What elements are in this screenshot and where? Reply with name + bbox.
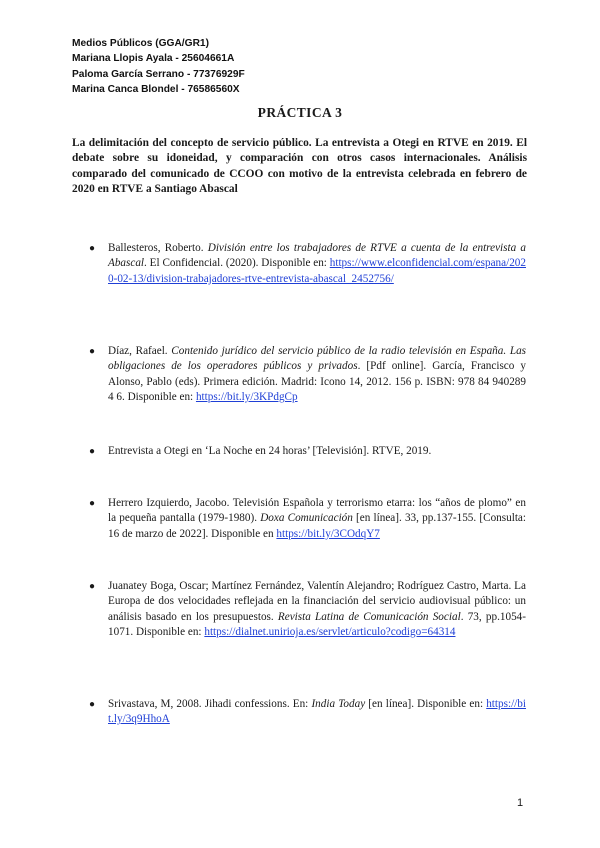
reference-work-title: División entre los trabajadores de RTVE a cuenta de la entrevista a Abascal [108,242,526,270]
author-line: Paloma García Serrano - 77376929F [72,68,245,80]
bullet-icon: ● [89,581,96,592]
reference-text: [en línea]. 33, pp.137-155. [Consulta: 16 de marzo de 2022]. Disponible en [108,512,526,540]
reference-text: Herrero Izquierdo, Jacobo. Televisión Española y terrorismo etarra: los “años de plomo” en la pequeña pantalla (1979-1980). [108,497,526,525]
document-subtitle: La delimitación del concepto de servicio público. La entrevista a Otegi en RTVE en 2019. El debate sobre su idoneidad, y comparación con otros casos internacionales. Análisis comparado del comunicado de CCOO con motivo de la entrevista celebrada en febrero de 2020 en RTVE a Santiago Abascal [72,137,527,195]
bullet-icon: ● [89,243,96,254]
reference-item [89,697,526,728]
document-title: PRÁCTICA 3 [257,105,343,120]
reference-link[interactable]: https://bit.ly/3COdqY7 [276,527,380,540]
course-line: Medios Públicos (GGA/GR1) [72,38,209,49]
document-header [72,36,245,97]
reference-item [89,444,526,459]
reference-text: Ballesteros, Roberto. [108,242,208,254]
reference-item [89,579,526,640]
reference-link[interactable]: https://bit.ly/3q9HhoA [108,698,526,726]
reference-text: . El Confidencial. (2020). Disponible en: [144,257,330,270]
reference-work-title: Revista Latina de Comunicación Social [277,610,461,623]
reference-item [89,344,527,405]
reference-link[interactable]: https://dialnet.unirioja.es/servlet/articulo?codigo=64314 [204,625,456,638]
reference-link[interactable]: https://bit.ly/3KPdgCp [195,390,298,403]
bullet-icon: ● [89,699,96,710]
reference-work-title: Doxa Comunicación [260,512,353,525]
reference-text: Srivastava, M, 2008. Jihadi confessions. En: [108,698,312,710]
reference-item [89,241,526,287]
bullet-icon: ● [89,446,96,457]
reference-text: . [Pdf online]. García, Francisco y Alonso, Pablo (eds). Primera edición. Madrid: Icono 14, 2012. 156 p. ISBN: 978 84 940289 4 6. Disponible en: [108,360,526,403]
reference-link[interactable]: https://www.elconfidencial.com/espana/2020-02-13/division-trabajadores-rtve-entrevista-abascal_2452756/ [108,257,526,285]
reference-work-title: India Today [311,698,366,710]
reference-text: Entrevista a Otegi en ‘La Noche en 24 horas’ [Televisión]. RTVE, 2019. [108,445,432,457]
bullet-icon: ● [89,346,96,357]
reference-text: [en línea]. Disponible en: [365,698,487,710]
reference-work-title: Contenido jurídico del servicio público de la radio televisión en España. Las obligaciones de los operadores públicos y privados [108,345,527,373]
bullet-icon: ● [89,498,96,509]
reference-text: Díaz, Rafael. [108,345,172,357]
reference-text: . 73, pp.1054-1071. Disponible en: [108,610,526,638]
reference-text: Juanatey Boga, Oscar; Martínez Fernández, Valentín Alejandro; Rodríguez Castro, Marta. La Europa de dos velocidades reflejada en la financiación del servicio audiovisual público: un análisis basado en los presupuestos. [108,580,526,623]
reference-item [89,496,526,542]
author-line: Mariana Llopis Ayala - 25604661A [72,53,235,65]
page-number: 1 [517,797,524,809]
author-line: Marina Canca Blondel - 76586560X [72,83,240,95]
